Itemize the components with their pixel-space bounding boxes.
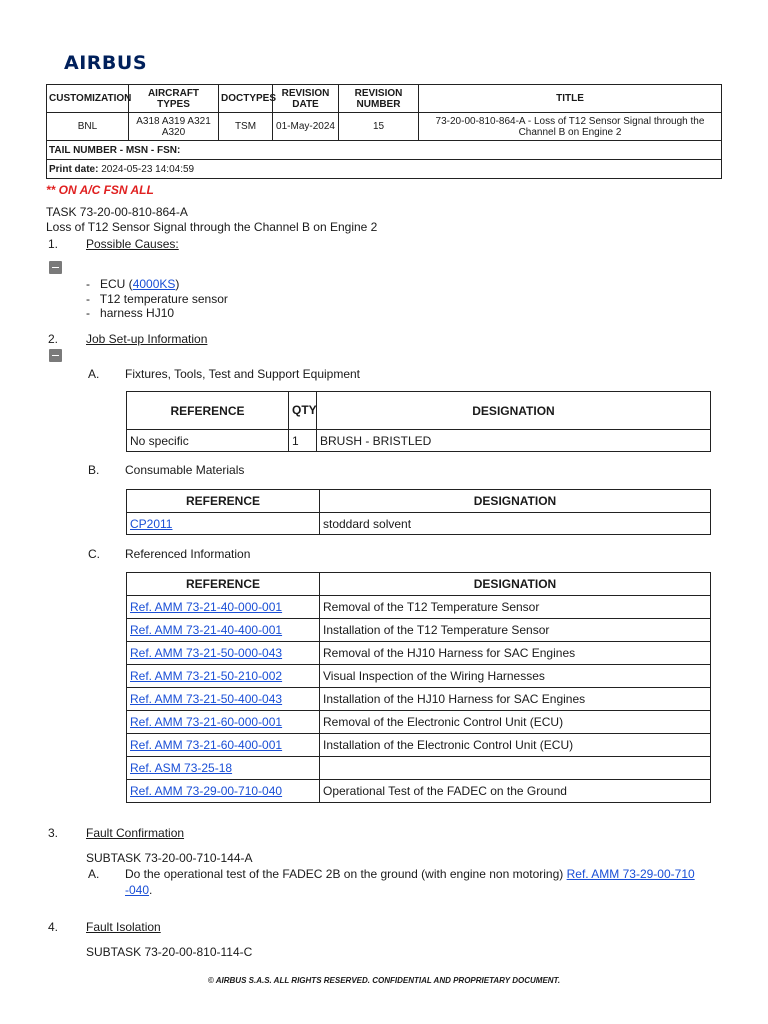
- section-1-title: Possible Causes:: [86, 237, 179, 251]
- print-date-label: Print date:: [49, 163, 99, 175]
- consumables-header-reference: REFERENCE: [127, 490, 320, 513]
- header-col-revision-number: REVISION NUMBER: [339, 85, 419, 113]
- consumables-header-designation: DESIGNATION: [320, 490, 711, 513]
- header-col-revision-date: REVISION DATE: [273, 85, 339, 113]
- customization-value: BNL: [47, 113, 129, 141]
- table-row: [127, 619, 711, 642]
- consumables-table: [126, 489, 711, 535]
- ref-link[interactable]: Ref. AMM 73-21-50-400-043: [130, 692, 283, 706]
- fault-confirmation-step-end: .: [149, 883, 153, 897]
- fault-confirmation-step-text: Do the operational test of the FADEC 2B on the ground (with engine non motoring): [125, 867, 564, 881]
- print-date-row: [47, 160, 722, 179]
- cause-dash: -: [86, 306, 90, 320]
- ref-designation-cell: Installation of the HJ10 Harness for SAC Engines: [320, 688, 711, 711]
- collapse-minus-icon[interactable]: [49, 261, 62, 274]
- ref-designation-cell: Installation of the Electronic Control Unit (ECU): [320, 734, 711, 757]
- sub-c-letter: C.: [88, 547, 100, 561]
- tools-reference-cell: No specific: [127, 430, 289, 452]
- ref-link[interactable]: Ref. AMM 73-21-40-400-001: [130, 623, 283, 637]
- ref-link[interactable]: Ref. AMM 73-21-60-000-001: [130, 715, 283, 729]
- fault-confirmation-step: [125, 867, 695, 881]
- tools-qty-cell: 1: [289, 430, 317, 452]
- revision-date-value: 01-May-2024: [273, 113, 339, 141]
- cause-dash: -: [86, 277, 90, 291]
- table-row: [127, 688, 711, 711]
- table-row: [127, 430, 711, 452]
- table-row: [127, 665, 711, 688]
- ref-designation-cell: Operational Test of the FADEC on the Ground: [320, 780, 711, 803]
- ref-link[interactable]: Ref. AMM 73-21-50-000-043: [130, 646, 283, 660]
- fault-confirmation-link[interactable]: Ref. AMM 73-29-00-710: [566, 867, 695, 881]
- sub-b-letter: B.: [88, 463, 100, 477]
- fault-confirmation-step-cont: [125, 883, 152, 897]
- airbus-logo: AIRBUS: [64, 52, 147, 74]
- ref-designation-cell: Removal of the HJ10 Harness for SAC Engines: [320, 642, 711, 665]
- consumable-designation-cell: stoddard solvent: [320, 513, 711, 535]
- fault-confirmation-link-cont[interactable]: -040: [125, 883, 150, 897]
- cause-item-harness: [86, 306, 174, 320]
- cause-dash: -: [86, 292, 90, 306]
- ref-link[interactable]: Ref. AMM 73-21-40-000-001: [130, 600, 283, 614]
- ref-link[interactable]: Ref. ASM 73-25-18: [130, 761, 233, 775]
- table-row: [127, 734, 711, 757]
- table-row: [127, 711, 711, 734]
- title-value: 73-20-00-810-864-A - Loss of T12 Sensor Signal through the Channel B on Engine 2: [419, 113, 722, 141]
- ref-link[interactable]: Ref. AMM 73-21-50-210-002: [130, 669, 283, 683]
- section-2-title: Job Set-up Information: [86, 332, 208, 346]
- cause-ecu-suffix: ): [175, 277, 180, 291]
- ref-link[interactable]: Ref. AMM 73-29-00-710-040: [130, 784, 283, 798]
- section-1-number: 1.: [48, 237, 59, 251]
- tail-number-row: [47, 141, 722, 160]
- collapse-minus-icon[interactable]: [49, 349, 62, 362]
- header-col-title: TITLE: [419, 85, 722, 113]
- header-col-aircraft-types: AIRCRAFT TYPES: [129, 85, 219, 113]
- tools-header-designation: DESIGNATION: [317, 392, 711, 430]
- table-row: [127, 757, 711, 780]
- section-4-title: Fault Isolation: [86, 920, 161, 934]
- cause-harness-text: harness HJ10: [100, 306, 175, 320]
- ref-designation-cell: Removal of the Electronic Control Unit (ECU): [320, 711, 711, 734]
- section-3-title: Fault Confirmation: [86, 826, 185, 840]
- doctype-value: TSM: [219, 113, 273, 141]
- section-2-number: 2.: [48, 332, 59, 346]
- fault-confirmation-subtask: SUBTASK 73-20-00-710-144-A: [86, 851, 253, 865]
- ref-link[interactable]: Ref. AMM 73-21-60-400-001: [130, 738, 283, 752]
- refs-header-designation: DESIGNATION: [320, 573, 711, 596]
- section-4-number: 4.: [48, 920, 59, 934]
- task-id: TASK 73-20-00-810-864-A: [46, 205, 188, 219]
- aircraft-types-value: A318 A319 A321 A320: [129, 113, 219, 141]
- revision-number-value: 15: [339, 113, 419, 141]
- tools-table: [126, 391, 711, 452]
- ref-designation-cell: Visual Inspection of the Wiring Harnesses: [320, 665, 711, 688]
- referenced-info-table: [126, 572, 711, 803]
- sub-a-title: Fixtures, Tools, Test and Support Equipment: [125, 367, 361, 381]
- ref-designation-cell: Installation of the T12 Temperature Sensor: [320, 619, 711, 642]
- tail-number-label: TAIL NUMBER - MSN - FSN:: [49, 144, 181, 156]
- ref-designation-cell: [320, 757, 711, 780]
- fault-isolation-subtask: SUBTASK 73-20-00-810-114-C: [86, 945, 253, 959]
- sub-c-title: Referenced Information: [125, 547, 251, 561]
- header-col-customization: CUSTOMIZATION: [47, 85, 129, 113]
- section-3-number: 3.: [48, 826, 59, 840]
- cause-item-ecu: [86, 277, 179, 291]
- tools-designation-cell: BRUSH - BRISTLED: [317, 430, 711, 452]
- refs-header-reference: REFERENCE: [127, 573, 320, 596]
- task-title: Loss of T12 Sensor Signal through the Channel B on Engine 2: [46, 220, 378, 234]
- sub-b-title: Consumable Materials: [125, 463, 245, 477]
- table-row: [127, 513, 711, 535]
- cause-ecu-prefix: ECU (: [100, 277, 133, 291]
- copyright-footer: © AIRBUS S.A.S. ALL RIGHTS RESERVED. CONFIDENTIAL AND PROPRIETARY DOCUMENT.: [207, 976, 561, 985]
- cause-item-t12: [86, 292, 228, 306]
- cause-t12-text: T12 temperature sensor: [99, 292, 228, 306]
- sub-a-letter: A.: [88, 367, 100, 381]
- print-date-value: 2024-05-23 14:04:59: [101, 163, 195, 175]
- tools-header-qty: QTY: [289, 392, 317, 430]
- table-row: [127, 596, 711, 619]
- table-row: [127, 780, 711, 803]
- cause-ecu-link[interactable]: 4000KS: [132, 277, 176, 291]
- table-row: [127, 642, 711, 665]
- fault-confirmation-step-letter: A.: [88, 867, 100, 881]
- consumable-reference-link[interactable]: CP2011: [130, 516, 173, 531]
- header-col-doctypes: DOCTYPES: [219, 85, 273, 113]
- ref-designation-cell: Removal of the T12 Temperature Sensor: [320, 596, 711, 619]
- tools-header-reference: REFERENCE: [127, 392, 289, 430]
- document-header-table: [46, 84, 722, 179]
- applicability-line: ** ON A/C FSN ALL: [46, 183, 154, 197]
